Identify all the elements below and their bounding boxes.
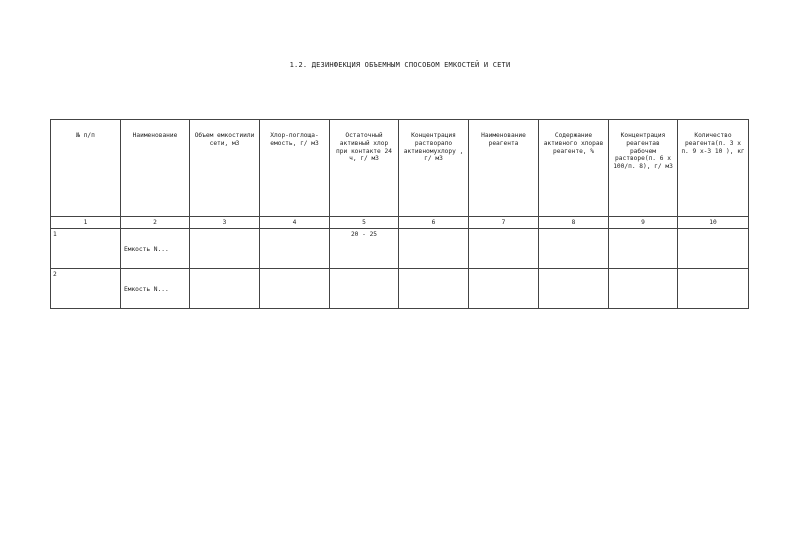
table-cell: [678, 269, 749, 309]
row-number-cell: [51, 269, 121, 309]
header-cell-chlorine-absorption: Хлор-поглоща-емость, г/ м3: [260, 120, 330, 217]
header-cell-volume: Объем емкостиили сети, м3: [190, 120, 260, 217]
row-name: Емкость N...: [124, 286, 169, 293]
table-cell: [469, 269, 539, 309]
column-number: 8: [539, 217, 609, 229]
table-cell: [260, 229, 330, 269]
column-number-row: [51, 217, 749, 229]
column-number: 4: [260, 217, 330, 229]
table-cell: [190, 229, 260, 269]
row-number: 2: [53, 271, 57, 278]
header-cell-active-chlorine-content: Содержание активного хлорав реагенте, %: [539, 120, 609, 217]
header-cell-reagent-name: Наименование реагента: [469, 120, 539, 217]
table-cell: [678, 229, 749, 269]
table-cell: [330, 269, 399, 309]
document-title: 1.2. ДЕЗИНФЕКЦИЯ ОБЪЕМНЫМ СПОСОБОМ ЕМКОСТЕЙ И СЕТИ: [289, 61, 511, 69]
table-cell: [539, 229, 609, 269]
column-number: 7: [469, 217, 539, 229]
column-number: 5: [330, 217, 399, 229]
header-cell-name: Наименование: [121, 120, 190, 217]
table-row: [51, 229, 749, 269]
header-cell-residual-chlorine: Остаточный активный хлор при контакте 24 ч, г/ м3: [330, 120, 399, 217]
header-cell-reagent-quantity: Количество реагента(п. 3 х п. 9 х-3 10 ), кг: [678, 120, 749, 217]
table-cell: [399, 269, 469, 309]
row-number: 1: [53, 231, 57, 238]
table-row: [51, 269, 749, 309]
header-cell-reagent-concentration: Концентрация реагентав рабочем растворе(п. 6 х 100/п. 8), г/ м3: [609, 120, 678, 217]
column-number: 1: [51, 217, 121, 229]
residual-chlorine-cell: [330, 229, 399, 269]
row-name: Емкость N...: [124, 246, 169, 253]
row-number-cell: [51, 229, 121, 269]
residual-chlorine-value: 20 - 25: [350, 231, 378, 238]
header-cell-num: № п/п: [51, 120, 121, 217]
column-number: 9: [609, 217, 678, 229]
table-cell: [469, 229, 539, 269]
table-cell: [399, 229, 469, 269]
header-row: [51, 120, 749, 217]
table-cell: [539, 269, 609, 309]
column-number: 3: [190, 217, 260, 229]
table-cell: [190, 269, 260, 309]
disinfection-table: [50, 119, 749, 309]
column-number: 6: [399, 217, 469, 229]
header-cell-solution-concentration: Концентрация растворапо активномухлору , г/ м3: [399, 120, 469, 217]
name-cell: [121, 229, 190, 269]
table-cell: [609, 229, 678, 269]
name-cell: [121, 269, 190, 309]
column-number: 2: [121, 217, 190, 229]
table-cell: [260, 269, 330, 309]
table-cell: [609, 269, 678, 309]
column-number: 10: [678, 217, 749, 229]
